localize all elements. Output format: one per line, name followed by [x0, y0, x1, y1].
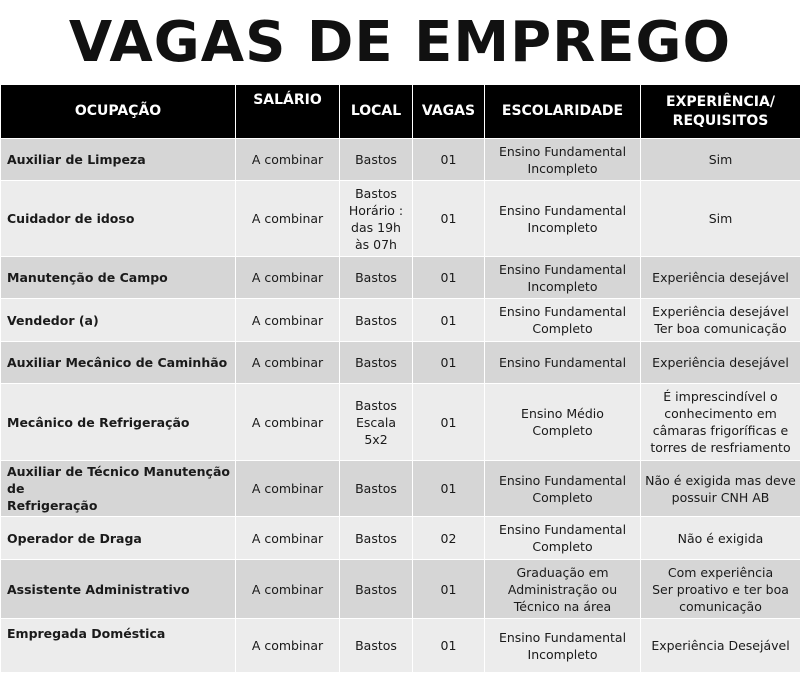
cell-experiencia: Experiência desejável [641, 257, 800, 299]
cell-salario: A combinar [236, 461, 340, 517]
table-row [1, 560, 800, 619]
cell-local: Bastos [340, 461, 413, 517]
table-row [1, 139, 800, 181]
table-row [1, 257, 800, 299]
cell-escolaridade: Graduação em Administração ou Técnico na área [485, 560, 641, 619]
cell-salario: A combinar [236, 342, 340, 384]
table-header [1, 85, 800, 139]
cell-escolaridade: Ensino Fundamental [485, 342, 641, 384]
table-body [1, 139, 800, 673]
cell-local: Bastos [340, 257, 413, 299]
cell-ocupacao: Empregada Doméstica [1, 619, 236, 673]
cell-escolaridade: Ensino Fundamental Completo [485, 299, 641, 342]
cell-vagas: 01 [413, 560, 485, 619]
cell-salario: A combinar [236, 560, 340, 619]
cell-escolaridade: Ensino Médio Completo [485, 384, 641, 461]
cell-vagas: 01 [413, 299, 485, 342]
cell-experiencia: Com experiência Ser proativo e ter boa comunicação [641, 560, 800, 619]
cell-salario: A combinar [236, 139, 340, 181]
cell-vagas: 01 [413, 619, 485, 673]
cell-ocupacao: Assistente Administrativo [1, 560, 236, 619]
cell-ocupacao: Auxiliar Mecânico de Caminhão [1, 342, 236, 384]
header-row [1, 85, 800, 139]
cell-experiencia: Experiência Desejável [641, 619, 800, 673]
table-row [1, 342, 800, 384]
header-experiencia: EXPERIÊNCIA/ REQUISITOS [641, 85, 800, 139]
cell-ocupacao: Auxiliar de Limpeza [1, 139, 236, 181]
table-row [1, 517, 800, 560]
cell-ocupacao: Vendedor (a) [1, 299, 236, 342]
cell-escolaridade: Ensino Fundamental Completo [485, 461, 641, 517]
table-row [1, 299, 800, 342]
cell-escolaridade: Ensino Fundamental Incompleto [485, 181, 641, 257]
cell-experiencia: Não é exigida mas deve possuir CNH AB [641, 461, 800, 517]
cell-vagas: 01 [413, 342, 485, 384]
cell-experiencia: Sim [641, 181, 800, 257]
cell-local: Bastos [340, 299, 413, 342]
cell-experiencia: É imprescindível o conhecimento em câmaras frigoríficas e torres de resfriamento [641, 384, 800, 461]
cell-local: Bastos Escala 5x2 [340, 384, 413, 461]
cell-salario: A combinar [236, 517, 340, 560]
cell-escolaridade: Ensino Fundamental Incompleto [485, 257, 641, 299]
table-row [1, 181, 800, 257]
cell-vagas: 01 [413, 257, 485, 299]
jobs-table [0, 84, 800, 673]
header-local: LOCAL [340, 85, 413, 139]
header-vagas: VAGAS [413, 85, 485, 139]
cell-local: Bastos Horário : das 19h às 07h [340, 181, 413, 257]
header-ocupacao: OCUPAÇÃO [1, 85, 236, 139]
cell-escolaridade: Ensino Fundamental Incompleto [485, 139, 641, 181]
cell-vagas: 01 [413, 181, 485, 257]
cell-salario: A combinar [236, 384, 340, 461]
cell-local: Bastos [340, 517, 413, 560]
header-salario: SALÁRIO [236, 85, 340, 139]
cell-salario: A combinar [236, 299, 340, 342]
cell-vagas: 01 [413, 139, 485, 181]
table-row [1, 619, 800, 673]
cell-salario: A combinar [236, 619, 340, 673]
cell-experiencia: Experiência desejável Ter boa comunicação [641, 299, 800, 342]
cell-ocupacao: Manutenção de Campo [1, 257, 236, 299]
page-title: VAGAS DE EMPREGO [0, 0, 800, 84]
cell-experiencia: Sim [641, 139, 800, 181]
cell-ocupacao: Cuidador de idoso [1, 181, 236, 257]
cell-vagas: 01 [413, 461, 485, 517]
table-row [1, 461, 800, 517]
cell-ocupacao: Mecânico de Refrigeração [1, 384, 236, 461]
header-escolaridade: ESCOLARIDADE [485, 85, 641, 139]
cell-salario: A combinar [236, 257, 340, 299]
cell-ocupacao: Operador de Draga [1, 517, 236, 560]
cell-local: Bastos [340, 139, 413, 181]
cell-salario: A combinar [236, 181, 340, 257]
table-row [1, 384, 800, 461]
cell-vagas: 02 [413, 517, 485, 560]
cell-escolaridade: Ensino Fundamental Incompleto [485, 619, 641, 673]
cell-escolaridade: Ensino Fundamental Completo [485, 517, 641, 560]
cell-local: Bastos [340, 342, 413, 384]
cell-local: Bastos [340, 619, 413, 673]
cell-experiencia: Não é exigida [641, 517, 800, 560]
cell-experiencia: Experiência desejável [641, 342, 800, 384]
cell-local: Bastos [340, 560, 413, 619]
cell-ocupacao: Auxiliar de Técnico Manutenção de Refrigeração [1, 461, 236, 517]
cell-vagas: 01 [413, 384, 485, 461]
